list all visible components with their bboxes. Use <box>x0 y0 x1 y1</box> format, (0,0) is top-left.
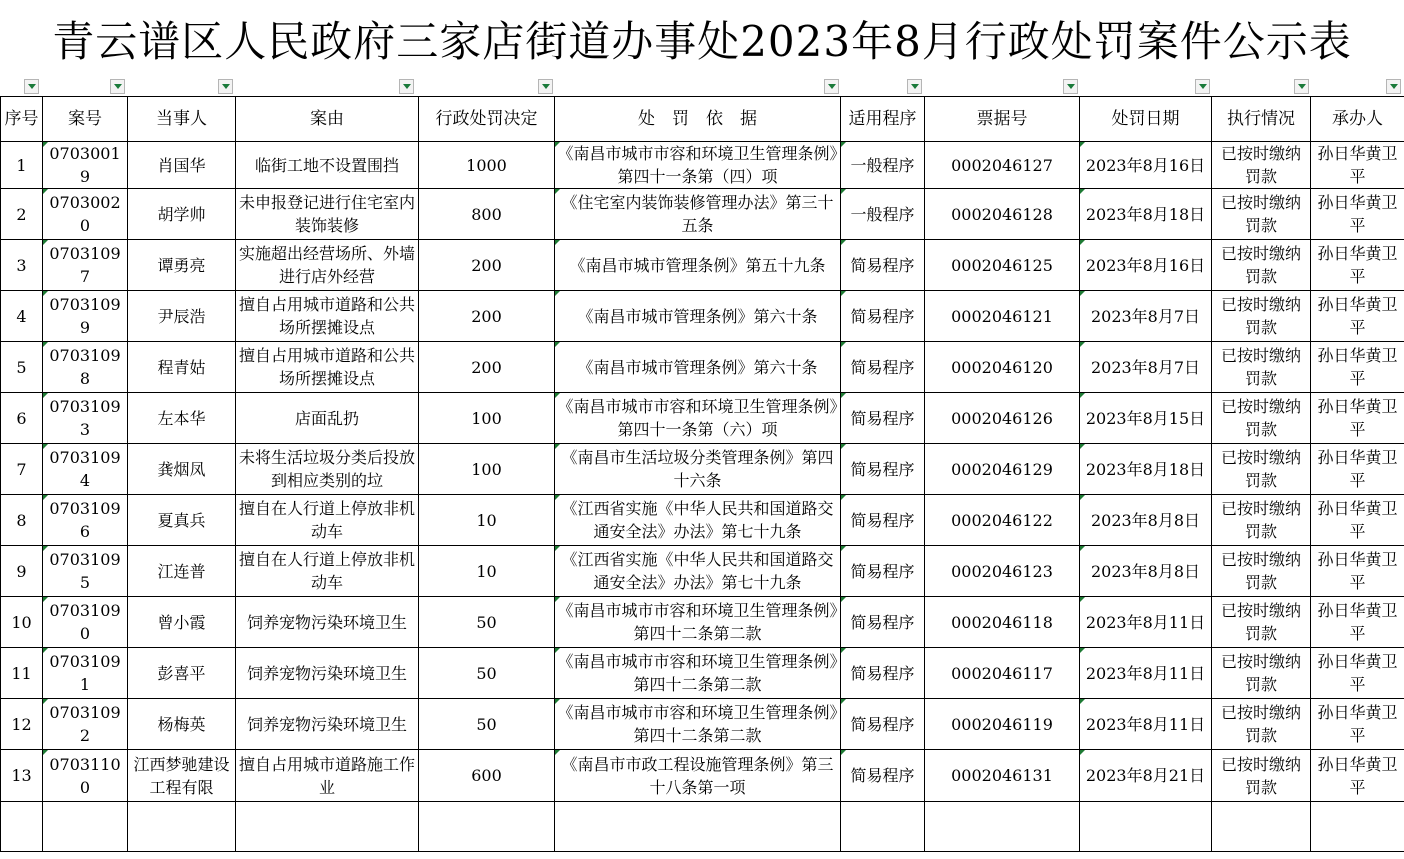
handler-names-cell[interactable]: 孙日华黄卫平 <box>1311 240 1404 291</box>
procedure-type-cell[interactable]: 简易程序 <box>841 291 925 342</box>
chevron-down-icon <box>1067 84 1075 89</box>
procedure-type-cell[interactable]: 简易程序 <box>841 495 925 546</box>
procedure-type-cell[interactable]: 简易程序 <box>841 444 925 495</box>
column-header[interactable]: 行政处罚决定 <box>419 97 555 142</box>
chevron-down-icon <box>911 84 919 89</box>
case-number-cell[interactable]: 07031096 <box>43 495 128 546</box>
penalty-amount-cell[interactable]: 50 <box>419 699 555 750</box>
filter-button-case[interactable] <box>110 79 125 94</box>
chevron-down-icon <box>403 84 411 89</box>
penalty-amount-cell[interactable]: 800 <box>419 189 555 240</box>
penalty-date-cell[interactable]: 2023年8月7日 <box>1080 342 1212 393</box>
execution-status-cell[interactable]: 已按时缴纳罚款 <box>1212 189 1311 240</box>
execution-status-cell[interactable]: 已按时缴纳罚款 <box>1212 240 1311 291</box>
column-header[interactable]: 适用程序 <box>841 97 925 142</box>
row-number-cell[interactable]: 11 <box>1 648 43 699</box>
case-reason-cell[interactable]: 饲养宠物污染环境卫生 <box>236 648 419 699</box>
penalty-basis-cell[interactable]: 《南昌市生活垃圾分类管理条例》第四十六条 <box>555 444 841 495</box>
case-reason-cell[interactable]: 擅自占用城市道路施工作业 <box>236 750 419 802</box>
header-row <box>1 97 1404 142</box>
case-number-cell[interactable]: 07031093 <box>43 393 128 444</box>
row-number-cell[interactable]: 8 <box>1 495 43 546</box>
filter-button-basis[interactable] <box>824 79 839 94</box>
procedure-type-cell[interactable]: 简易程序 <box>841 342 925 393</box>
case-number-cell[interactable]: 07031095 <box>43 546 128 597</box>
party-name-cell[interactable]: 肖国华 <box>128 142 236 189</box>
filter-button-party[interactable] <box>218 79 233 94</box>
penalty-amount-cell[interactable]: 100 <box>419 393 555 444</box>
handler-names-cell[interactable]: 孙日华黄卫平 <box>1311 597 1404 648</box>
penalty-date-cell[interactable]: 2023年8月8日 <box>1080 495 1212 546</box>
party-name-cell[interactable]: 龚烟凤 <box>128 444 236 495</box>
empty-cell[interactable] <box>419 802 555 852</box>
execution-status-cell[interactable]: 已按时缴纳罚款 <box>1212 495 1311 546</box>
penalty-date-cell[interactable]: 2023年8月8日 <box>1080 546 1212 597</box>
table-row <box>1 342 1404 393</box>
receipt-number-cell[interactable]: 0002046127 <box>925 142 1080 189</box>
page-title: 青云谱区人民政府三家店街道办事处2023年8月行政处罚案件公示表 <box>52 17 1352 66</box>
penalty-basis-cell[interactable]: 《南昌市城市市容和环境卫生管理条例》第四十二条第二款 <box>555 597 841 648</box>
procedure-type-cell[interactable]: 简易程序 <box>841 648 925 699</box>
penalty-basis-cell[interactable]: 《住宅室内装饰装修管理办法》第三十五条 <box>555 189 841 240</box>
case-reason-cell[interactable]: 饲养宠物污染环境卫生 <box>236 699 419 750</box>
receipt-number-cell[interactable]: 0002046123 <box>925 546 1080 597</box>
handler-names-cell[interactable]: 孙日华黄卫平 <box>1311 393 1404 444</box>
table-row <box>1 291 1404 342</box>
execution-status-cell[interactable]: 已按时缴纳罚款 <box>1212 342 1311 393</box>
row-number-cell[interactable]: 4 <box>1 291 43 342</box>
empty-cell[interactable] <box>1080 802 1212 852</box>
chevron-down-icon <box>542 84 550 89</box>
party-name-cell[interactable]: 江西梦驰建设工程有限 <box>128 750 236 802</box>
filter-button-decision[interactable] <box>538 79 553 94</box>
case-number-cell[interactable]: 07031092 <box>43 699 128 750</box>
case-reason-cell[interactable]: 临街工地不设置围挡 <box>236 142 419 189</box>
procedure-type-cell[interactable]: 简易程序 <box>841 393 925 444</box>
penalty-basis-cell[interactable]: 《南昌市城市管理条例》第六十条 <box>555 342 841 393</box>
procedure-type-cell[interactable]: 一般程序 <box>841 189 925 240</box>
party-name-cell[interactable]: 尹辰浩 <box>128 291 236 342</box>
chevron-down-icon <box>1199 84 1207 89</box>
procedure-type-cell[interactable]: 一般程序 <box>841 142 925 189</box>
empty-cell[interactable] <box>1 802 43 852</box>
filter-button-handler[interactable] <box>1386 79 1401 94</box>
row-number-cell[interactable]: 3 <box>1 240 43 291</box>
table-row <box>1 142 1404 189</box>
table-row <box>1 546 1404 597</box>
case-reason-cell[interactable]: 未申报登记进行住宅室内装饰装修 <box>236 189 419 240</box>
penalty-date-cell[interactable]: 2023年8月11日 <box>1080 648 1212 699</box>
empty-cell[interactable] <box>43 802 128 852</box>
penalty-amount-cell[interactable]: 1000 <box>419 142 555 189</box>
party-name-cell[interactable]: 胡学帅 <box>128 189 236 240</box>
penalty-amount-cell[interactable]: 50 <box>419 648 555 699</box>
receipt-number-cell[interactable]: 0002046122 <box>925 495 1080 546</box>
filter-button-no[interactable] <box>24 79 39 94</box>
case-reason-cell[interactable]: 擅自占用城市道路和公共场所摆摊设点 <box>236 291 419 342</box>
empty-cell[interactable] <box>1311 802 1404 852</box>
receipt-number-cell[interactable]: 0002046119 <box>925 699 1080 750</box>
filter-row <box>0 78 1404 96</box>
execution-status-cell[interactable]: 已按时缴纳罚款 <box>1212 597 1311 648</box>
execution-status-cell[interactable]: 已按时缴纳罚款 <box>1212 699 1311 750</box>
party-name-cell[interactable]: 谭勇亮 <box>128 240 236 291</box>
penalty-basis-cell[interactable]: 《南昌市城市管理条例》第六十条 <box>555 291 841 342</box>
execution-status-cell[interactable]: 已按时缴纳罚款 <box>1212 444 1311 495</box>
row-number-cell[interactable]: 1 <box>1 142 43 189</box>
receipt-number-cell[interactable]: 0002046129 <box>925 444 1080 495</box>
handler-names-cell[interactable]: 孙日华黄卫平 <box>1311 444 1404 495</box>
penalty-basis-cell[interactable]: 《南昌市市政工程设施管理条例》第三十八条第一项 <box>555 750 841 802</box>
row-number-cell[interactable]: 7 <box>1 444 43 495</box>
case-reason-cell[interactable]: 擅自占用城市道路和公共场所摆摊设点 <box>236 342 419 393</box>
table-row <box>1 444 1404 495</box>
chevron-down-icon <box>828 84 836 89</box>
receipt-number-cell[interactable]: 0002046126 <box>925 393 1080 444</box>
penalty-basis-cell[interactable]: 《南昌市城市市容和环境卫生管理条例》第四十二条第二款 <box>555 648 841 699</box>
procedure-type-cell[interactable]: 简易程序 <box>841 750 925 802</box>
case-number-cell[interactable]: 07031097 <box>43 240 128 291</box>
party-name-cell[interactable]: 江连普 <box>128 546 236 597</box>
penalty-date-cell[interactable]: 2023年8月21日 <box>1080 750 1212 802</box>
row-number-cell[interactable]: 13 <box>1 750 43 802</box>
empty-cell[interactable] <box>1212 802 1311 852</box>
filter-button-receipt[interactable] <box>1063 79 1078 94</box>
filter-button-date[interactable] <box>1195 79 1210 94</box>
penalty-basis-cell[interactable]: 《江西省实施《中华人民共和国道路交通安全法》办法》第七十九条 <box>555 546 841 597</box>
case-reason-cell[interactable]: 饲养宠物污染环境卫生 <box>236 597 419 648</box>
execution-status-cell[interactable]: 已按时缴纳罚款 <box>1212 142 1311 189</box>
execution-status-cell[interactable]: 已按时缴纳罚款 <box>1212 393 1311 444</box>
case-number-cell[interactable]: 07030019 <box>43 142 128 189</box>
party-name-cell[interactable]: 左本华 <box>128 393 236 444</box>
party-name-cell[interactable]: 夏真兵 <box>128 495 236 546</box>
filter-button-procedure[interactable] <box>907 79 922 94</box>
penalty-amount-cell[interactable]: 10 <box>419 546 555 597</box>
row-number-cell[interactable]: 2 <box>1 189 43 240</box>
penalty-basis-cell[interactable]: 《南昌市城市管理条例》第五十九条 <box>555 240 841 291</box>
execution-status-cell[interactable]: 已按时缴纳罚款 <box>1212 291 1311 342</box>
empty-cell[interactable] <box>236 802 419 852</box>
column-header[interactable]: 处罚日期 <box>1080 97 1212 142</box>
table-row <box>1 189 1404 240</box>
row-number-cell[interactable]: 6 <box>1 393 43 444</box>
case-number-cell[interactable]: 07031100 <box>43 750 128 802</box>
row-number-cell[interactable]: 9 <box>1 546 43 597</box>
case-number-cell[interactable]: 07031091 <box>43 648 128 699</box>
column-header[interactable]: 处 罚 依 据 <box>555 97 841 142</box>
penalty-amount-cell[interactable]: 10 <box>419 495 555 546</box>
chevron-down-icon <box>222 84 230 89</box>
case-reason-cell[interactable]: 实施超出经营场所、外墙进行店外经营 <box>236 240 419 291</box>
penalty-date-cell[interactable]: 2023年8月11日 <box>1080 699 1212 750</box>
handler-names-cell[interactable]: 孙日华黄卫平 <box>1311 699 1404 750</box>
execution-status-cell[interactable]: 已按时缴纳罚款 <box>1212 648 1311 699</box>
handler-names-cell[interactable]: 孙日华黄卫平 <box>1311 189 1404 240</box>
party-name-cell[interactable]: 彭喜平 <box>128 648 236 699</box>
receipt-number-cell[interactable]: 0002046121 <box>925 291 1080 342</box>
case-reason-cell[interactable]: 未将生活垃圾分类后投放到相应类别的垃 <box>236 444 419 495</box>
empty-cell[interactable] <box>555 802 841 852</box>
column-header[interactable]: 承办人 <box>1311 97 1404 142</box>
column-header[interactable]: 案号 <box>43 97 128 142</box>
row-number-cell[interactable]: 12 <box>1 699 43 750</box>
chevron-down-icon <box>114 84 122 89</box>
filter-button-reason[interactable] <box>399 79 414 94</box>
penalty-basis-cell[interactable]: 《南昌市城市市容和环境卫生管理条例》第四十二条第二款 <box>555 699 841 750</box>
receipt-number-cell[interactable]: 0002046131 <box>925 750 1080 802</box>
penalty-basis-cell[interactable]: 《江西省实施《中华人民共和国道路交通安全法》办法》第七十九条 <box>555 495 841 546</box>
party-name-cell[interactable]: 程青姑 <box>128 342 236 393</box>
penalty-amount-cell[interactable]: 50 <box>419 597 555 648</box>
execution-status-cell[interactable]: 已按时缴纳罚款 <box>1212 546 1311 597</box>
handler-names-cell[interactable]: 孙日华黄卫平 <box>1311 142 1404 189</box>
procedure-type-cell[interactable]: 简易程序 <box>841 699 925 750</box>
receipt-number-cell[interactable]: 0002046120 <box>925 342 1080 393</box>
receipt-number-cell[interactable]: 0002046128 <box>925 189 1080 240</box>
case-reason-cell[interactable]: 店面乱扔 <box>236 393 419 444</box>
handler-names-cell[interactable]: 孙日华黄卫平 <box>1311 648 1404 699</box>
receipt-number-cell[interactable]: 0002046125 <box>925 240 1080 291</box>
penalty-amount-cell[interactable]: 200 <box>419 240 555 291</box>
penalty-date-cell[interactable]: 2023年8月18日 <box>1080 189 1212 240</box>
column-header[interactable]: 当事人 <box>128 97 236 142</box>
penalty-table <box>0 96 1404 852</box>
handler-names-cell[interactable]: 孙日华黄卫平 <box>1311 546 1404 597</box>
penalty-date-cell[interactable]: 2023年8月15日 <box>1080 393 1212 444</box>
empty-cell[interactable] <box>925 802 1080 852</box>
table-row <box>1 495 1404 546</box>
filter-button-status[interactable] <box>1294 79 1309 94</box>
empty-cell[interactable] <box>128 802 236 852</box>
case-reason-cell[interactable]: 擅自在人行道上停放非机动车 <box>236 495 419 546</box>
procedure-type-cell[interactable]: 简易程序 <box>841 240 925 291</box>
case-reason-cell[interactable]: 擅自在人行道上停放非机动车 <box>236 546 419 597</box>
case-number-cell[interactable]: 07031090 <box>43 597 128 648</box>
table-row <box>1 750 1404 802</box>
penalty-date-cell[interactable]: 2023年8月16日 <box>1080 142 1212 189</box>
table-row <box>1 699 1404 750</box>
penalty-date-cell[interactable]: 2023年8月18日 <box>1080 444 1212 495</box>
case-number-cell[interactable]: 07030020 <box>43 189 128 240</box>
procedure-type-cell[interactable]: 简易程序 <box>841 597 925 648</box>
penalty-amount-cell[interactable]: 600 <box>419 750 555 802</box>
handler-names-cell[interactable]: 孙日华黄卫平 <box>1311 495 1404 546</box>
table-row <box>1 648 1404 699</box>
handler-names-cell[interactable]: 孙日华黄卫平 <box>1311 750 1404 802</box>
penalty-amount-cell[interactable]: 200 <box>419 291 555 342</box>
penalty-date-cell[interactable]: 2023年8月11日 <box>1080 597 1212 648</box>
case-number-cell[interactable]: 07031099 <box>43 291 128 342</box>
penalty-amount-cell[interactable]: 200 <box>419 342 555 393</box>
table-row <box>1 393 1404 444</box>
penalty-basis-cell[interactable]: 《南昌市城市市容和环境卫生管理条例》第四十一条第（四）项 <box>555 142 841 189</box>
receipt-number-cell[interactable]: 0002046117 <box>925 648 1080 699</box>
case-number-cell[interactable]: 07031098 <box>43 342 128 393</box>
table-row <box>1 597 1404 648</box>
handler-names-cell[interactable]: 孙日华黄卫平 <box>1311 291 1404 342</box>
column-header[interactable]: 序号 <box>1 97 43 142</box>
penalty-date-cell[interactable]: 2023年8月7日 <box>1080 291 1212 342</box>
party-name-cell[interactable]: 曾小霞 <box>128 597 236 648</box>
column-header[interactable]: 执行情况 <box>1212 97 1311 142</box>
row-number-cell[interactable]: 5 <box>1 342 43 393</box>
case-number-cell[interactable]: 07031094 <box>43 444 128 495</box>
chevron-down-icon <box>28 84 36 89</box>
receipt-number-cell[interactable]: 0002046118 <box>925 597 1080 648</box>
chevron-down-icon <box>1390 84 1398 89</box>
penalty-amount-cell[interactable]: 100 <box>419 444 555 495</box>
execution-status-cell[interactable]: 已按时缴纳罚款 <box>1212 750 1311 802</box>
penalty-basis-cell[interactable]: 《南昌市城市市容和环境卫生管理条例》第四十一条第（六）项 <box>555 393 841 444</box>
row-number-cell[interactable]: 10 <box>1 597 43 648</box>
party-name-cell[interactable]: 杨梅英 <box>128 699 236 750</box>
penalty-date-cell[interactable]: 2023年8月16日 <box>1080 240 1212 291</box>
handler-names-cell[interactable]: 孙日华黄卫平 <box>1311 342 1404 393</box>
empty-cell[interactable] <box>841 802 925 852</box>
column-header[interactable]: 票据号 <box>925 97 1080 142</box>
empty-row <box>1 802 1404 852</box>
table-row <box>1 240 1404 291</box>
procedure-type-cell[interactable]: 简易程序 <box>841 546 925 597</box>
chevron-down-icon <box>1298 84 1306 89</box>
column-header[interactable]: 案由 <box>236 97 419 142</box>
